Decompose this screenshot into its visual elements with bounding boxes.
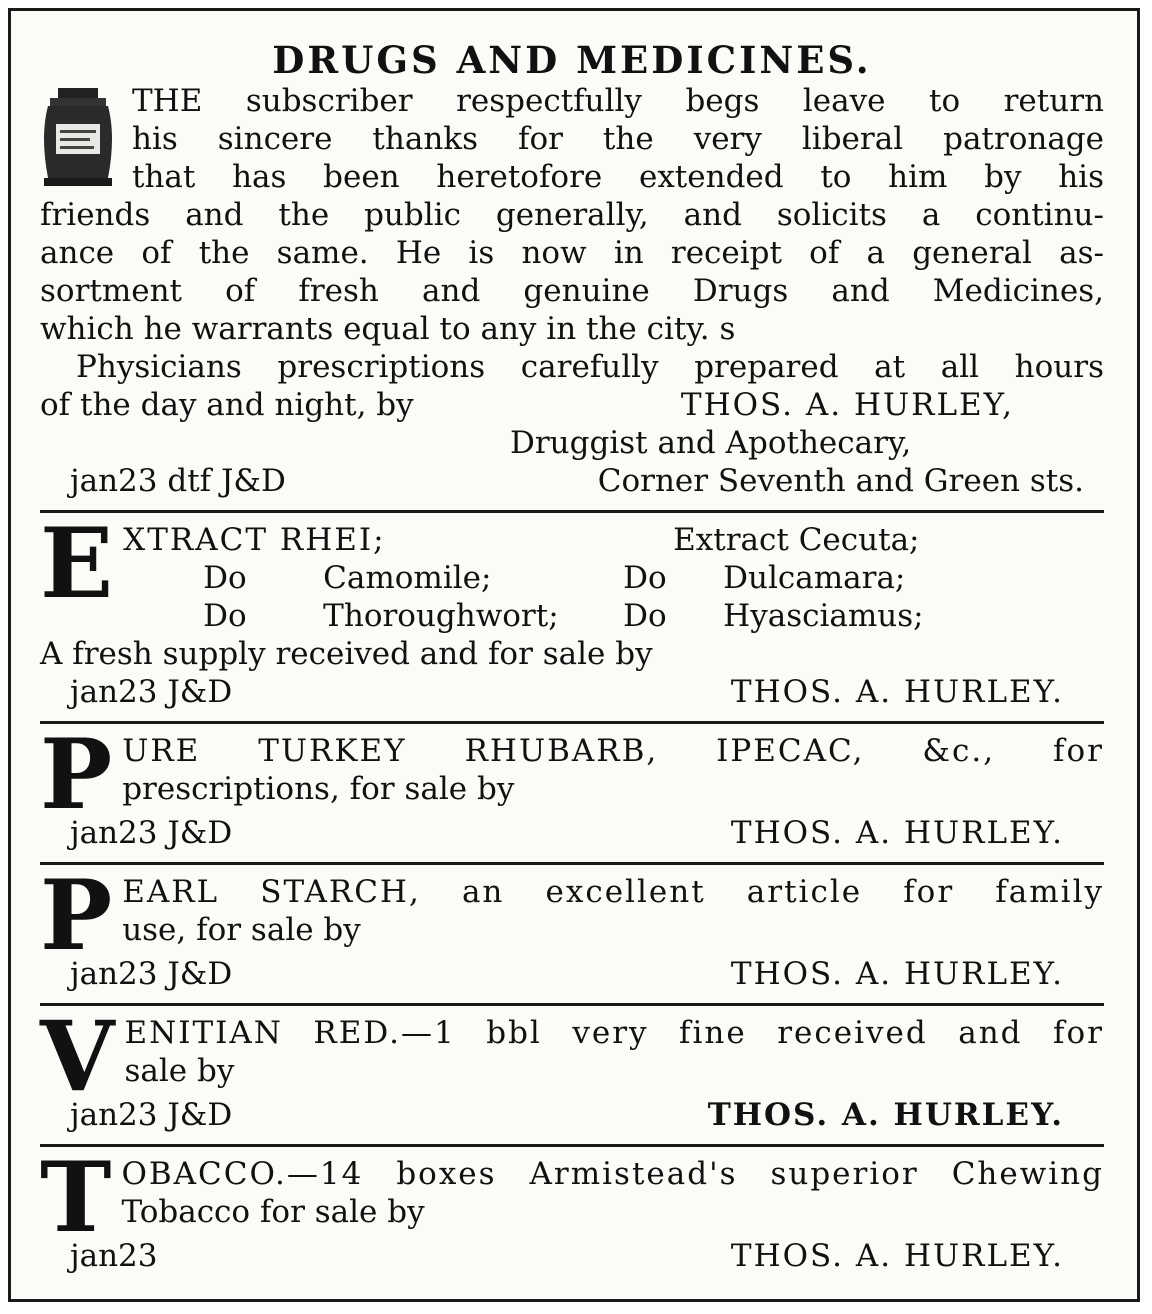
ad-headline: XTRACT RHEI; bbox=[123, 522, 386, 558]
intro-advertisement bbox=[40, 82, 1104, 500]
dateline: jan23 dtf J&D bbox=[70, 463, 286, 499]
intro-line: ance of the same. He is now in receipt of a general as- bbox=[40, 235, 1104, 271]
intro-line: which he warrants equal to any in the city. s bbox=[40, 311, 736, 347]
divider-rule bbox=[40, 1144, 1104, 1147]
divider-rule bbox=[40, 862, 1104, 865]
dateline: jan23 J&D bbox=[70, 1097, 233, 1133]
ditto-mark: Do bbox=[623, 598, 667, 634]
signer-name: THOS. A. HURLEY. bbox=[730, 956, 1064, 992]
ditto-mark: Do bbox=[203, 598, 247, 634]
proprietor-name: THOS. A. HURLEY, bbox=[680, 387, 1014, 423]
intro-line: THE subscriber respectfully begs leave to return bbox=[132, 83, 1104, 119]
extract-advertisement bbox=[40, 507, 1104, 711]
ditto-mark: Do bbox=[623, 560, 667, 596]
drop-cap: E bbox=[40, 507, 114, 620]
proprietor-title: Druggist and Apothecary, bbox=[510, 425, 912, 461]
venitian-red-advertisement bbox=[40, 1000, 1104, 1134]
starch-advertisement bbox=[40, 859, 1104, 993]
drop-cap: P bbox=[40, 718, 113, 831]
intro-line: his sincere thanks for the very liberal patronage bbox=[132, 121, 1104, 157]
ad-headline: EARL STARCH, an excellent article for family bbox=[122, 874, 1104, 910]
prescriptions-line: Physicians prescriptions carefully prepared at all hours bbox=[76, 349, 1104, 385]
ad-body: prescriptions, for sale by bbox=[122, 771, 515, 807]
drop-cap: P bbox=[40, 859, 113, 972]
dateline: jan23 J&D bbox=[70, 956, 233, 992]
main-heading: DRUGS AND MEDICINES. bbox=[272, 38, 872, 82]
ad-headline: OBACCO.—14 boxes Armistead's superior Chewing bbox=[121, 1156, 1104, 1192]
signer-name: THOS. A. HURLEY. bbox=[730, 674, 1064, 710]
tobacco-advertisement bbox=[40, 1141, 1104, 1275]
product-name: Extract Cecuta; bbox=[673, 522, 920, 558]
rhubarb-advertisement bbox=[40, 718, 1104, 852]
product-name: Hyasciamus; bbox=[723, 598, 924, 634]
product-row bbox=[123, 597, 1104, 635]
ad-body: use, for sale by bbox=[122, 912, 361, 948]
signer-name: THOS. A. HURLEY. bbox=[730, 1238, 1064, 1274]
ad-body: sale by bbox=[124, 1053, 235, 1089]
product-row bbox=[123, 559, 1104, 597]
intro-line: sortment of fresh and genuine Drugs and Medicines, bbox=[40, 273, 1104, 309]
product-name: Thoroughwort; bbox=[323, 598, 559, 634]
dateline: jan23 J&D bbox=[70, 815, 233, 851]
signer-name: THOS. A. HURLEY. bbox=[707, 1097, 1064, 1133]
drop-cap: T bbox=[40, 1141, 112, 1254]
product-name: Camomile; bbox=[323, 560, 492, 596]
ad-body: Tobacco for sale by bbox=[121, 1194, 425, 1230]
ad-headline: URE TURKEY RHUBARB, IPECAC, &c., for bbox=[122, 733, 1104, 769]
product-name: Dulcamara; bbox=[723, 560, 906, 596]
divider-rule bbox=[40, 510, 1104, 513]
proprietor-address: Corner Seventh and Green sts. bbox=[597, 463, 1084, 499]
ad-body: A fresh supply received and for sale by bbox=[40, 636, 653, 672]
divider-rule bbox=[40, 721, 1104, 724]
dateline: jan23 J&D bbox=[70, 674, 233, 710]
dateline: jan23 bbox=[70, 1238, 158, 1274]
newspaper-clipping bbox=[40, 40, 1104, 1275]
drop-cap: V bbox=[40, 1000, 115, 1113]
intro-line: friends and the public generally, and solicits a continu- bbox=[40, 197, 1104, 233]
intro-line: that has been heretofore extended to him by his bbox=[132, 159, 1104, 195]
prescriptions-line: of the day and night, by bbox=[40, 387, 414, 423]
apothecary-jar-icon bbox=[36, 86, 120, 188]
ditto-mark: Do bbox=[203, 560, 247, 596]
divider-rule bbox=[40, 1003, 1104, 1006]
ad-headline: ENITIAN RED.—1 bbl very fine received and for bbox=[124, 1015, 1104, 1051]
signer-name: THOS. A. HURLEY. bbox=[730, 815, 1064, 851]
